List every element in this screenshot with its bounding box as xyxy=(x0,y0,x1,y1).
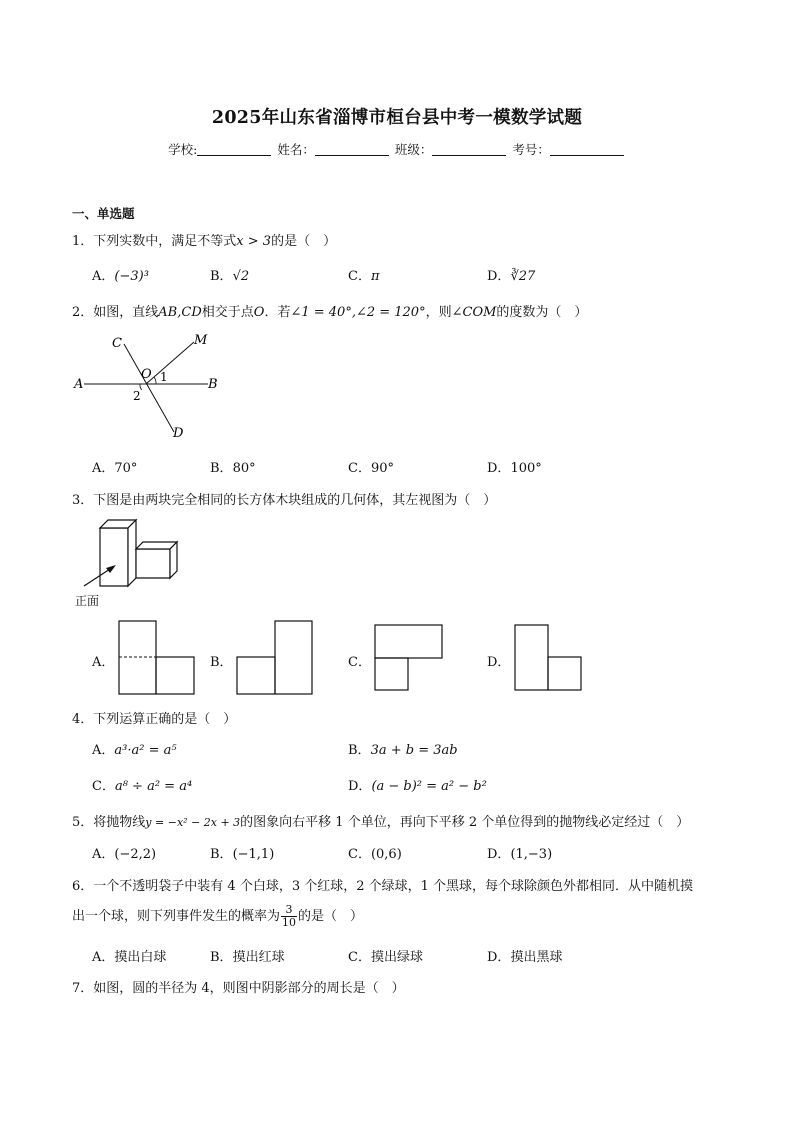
question-6-stem-line-1 xyxy=(72,875,693,894)
question-1-option-a[interactable] xyxy=(92,265,149,284)
math-expression: y = −x² − 2x + 3 xyxy=(145,816,241,829)
option-text: π xyxy=(370,269,380,284)
option-label: A． xyxy=(92,655,115,670)
option-label: B． xyxy=(348,743,371,758)
option-label: D． xyxy=(487,655,511,670)
option-text: 摸出绿球 xyxy=(370,950,423,965)
option-text: 90° xyxy=(370,461,394,476)
option-label: A． xyxy=(92,743,115,758)
label-o: O xyxy=(141,367,152,382)
option-label: C． xyxy=(348,847,371,862)
question-number: 7． xyxy=(72,981,94,996)
question-3-option-a[interactable] xyxy=(92,651,114,670)
question-2-option-b[interactable] xyxy=(210,457,256,476)
label-b: B xyxy=(208,377,218,392)
fraction-denominator: 10 xyxy=(282,916,297,929)
question-6-option-d[interactable] xyxy=(487,946,562,965)
option-text: (−2,2) xyxy=(114,847,157,862)
label-angle-1: 1 xyxy=(160,370,168,384)
top-rect xyxy=(375,625,442,658)
question-1-option-d[interactable] xyxy=(487,265,535,284)
question-4-stem xyxy=(72,708,236,727)
front-view-caption: 正面 xyxy=(75,594,100,608)
option-text: (−1,1) xyxy=(232,847,275,862)
option-label: D． xyxy=(487,269,511,284)
question-3-stem xyxy=(72,489,496,508)
question-number: 6． xyxy=(72,879,94,894)
stem-text: 将抛物线 xyxy=(93,815,146,830)
question-number: 3． xyxy=(72,493,94,508)
label-d: D xyxy=(173,426,184,441)
math-expression: ∠COM xyxy=(451,305,497,320)
tall-rect xyxy=(515,625,548,690)
question-2-option-d[interactable] xyxy=(487,457,542,476)
tall-block-front xyxy=(100,528,128,586)
question-5-option-c[interactable] xyxy=(348,843,402,862)
option-label: C． xyxy=(348,461,371,476)
question-4-option-c[interactable] xyxy=(92,775,192,794)
question-6-option-b[interactable] xyxy=(210,946,285,965)
label-a: A xyxy=(74,377,84,392)
math-expression: AB,CD xyxy=(158,305,202,320)
short-block-side xyxy=(170,542,177,578)
option-label: B． xyxy=(210,461,233,476)
stem-text: 如图，圆的半径为 4，则图中阴影部分的周长是（ ） xyxy=(93,981,405,996)
option-label: B． xyxy=(210,847,233,862)
stem-text: 一个不透明袋子中装有 4 个白球，3 个红球，2 个绿球，1 个黑球，每个球除颜色外都相同．从中随机摸 xyxy=(93,879,694,894)
question-3-option-d[interactable] xyxy=(487,651,510,670)
math-expression: ∠1 = 40°,∠2 = 120° xyxy=(290,305,426,320)
option-text: 摸出红球 xyxy=(232,950,285,965)
student-info-line xyxy=(0,140,794,158)
short-rect xyxy=(237,657,275,694)
option-label: D． xyxy=(487,950,511,965)
short-rect xyxy=(548,657,581,690)
name-blank[interactable] xyxy=(315,143,389,156)
option-text: √2 xyxy=(232,269,250,284)
label-c: C xyxy=(112,336,122,351)
option-text: (0,6) xyxy=(370,847,402,862)
fraction-numerator: 3 xyxy=(281,904,297,917)
class-label: 班级： xyxy=(394,142,433,157)
option-c-view[interactable] xyxy=(374,624,446,692)
question-2-stem xyxy=(72,301,587,320)
stem-text: 的是（ ） xyxy=(271,234,337,249)
question-2-option-a[interactable] xyxy=(92,457,137,476)
question-4-option-d[interactable] xyxy=(348,775,487,794)
option-text: (−3)³ xyxy=(114,269,149,284)
option-label: D． xyxy=(487,461,511,476)
stem-text: ，则 xyxy=(425,305,452,320)
option-text: 70° xyxy=(114,461,138,476)
label-m: M xyxy=(194,333,208,348)
option-label: A． xyxy=(92,950,115,965)
option-text: a⁸ ÷ a² = a⁴ xyxy=(114,779,193,794)
ray-om xyxy=(146,342,194,384)
page-title: 2025年山东省淄博市桓台县中考一模数学试题 xyxy=(211,108,583,128)
option-text: (1,−3) xyxy=(510,847,553,862)
stem-text: 下图是由两块完全相同的长方体木块组成的几何体，其左视图为（ ） xyxy=(93,493,497,508)
option-text: 摸出黑球 xyxy=(510,950,563,965)
option-label: A． xyxy=(92,269,115,284)
question-1-option-b[interactable] xyxy=(210,265,249,284)
option-label: D． xyxy=(487,847,511,862)
fraction xyxy=(281,904,297,929)
option-a-view[interactable] xyxy=(118,620,198,696)
question-3-option-c[interactable] xyxy=(348,651,371,670)
tall-rect xyxy=(275,621,312,694)
exam-number-blank[interactable] xyxy=(550,143,624,156)
question-7-stem xyxy=(72,977,405,996)
stem-text: 如图，直线 xyxy=(93,305,159,320)
stem-text: 的图象向右平移 1 个单位，再向下平移 2 个单位得到的抛物线必定经过（ ） xyxy=(240,815,690,830)
short-block-front xyxy=(136,549,170,578)
question-6-option-a[interactable] xyxy=(92,946,166,965)
option-label: B． xyxy=(210,655,233,670)
school-label: 学校: xyxy=(168,142,198,157)
exam-number-label: 考号： xyxy=(512,142,550,157)
option-text: 100° xyxy=(510,461,542,476)
class-blank[interactable] xyxy=(432,143,506,156)
option-text: ∛27 xyxy=(510,269,536,284)
question-6-stem-line-2 xyxy=(72,904,363,929)
option-label: C． xyxy=(348,269,371,284)
bottom-rect xyxy=(375,658,408,690)
option-label: A． xyxy=(92,847,115,862)
question-number: 2． xyxy=(72,305,94,320)
question-3-option-b[interactable] xyxy=(210,651,233,670)
question-number: 5． xyxy=(72,815,94,830)
question-number: 1． xyxy=(72,234,94,249)
school-blank[interactable] xyxy=(197,143,271,156)
option-d-view[interactable] xyxy=(514,624,586,692)
tall-block-side xyxy=(128,520,136,586)
option-label: B． xyxy=(210,950,233,965)
question-5-option-b[interactable] xyxy=(210,843,274,862)
question-2-figure xyxy=(70,330,230,445)
option-label: D． xyxy=(348,779,372,794)
question-number: 4． xyxy=(72,712,94,727)
question-5-option-a[interactable] xyxy=(92,843,156,862)
option-label: C． xyxy=(348,950,371,965)
question-1-option-c[interactable] xyxy=(348,265,380,284)
question-5-stem xyxy=(72,811,689,830)
question-6-option-c[interactable] xyxy=(348,946,423,965)
stem-text: 的是（ ） xyxy=(298,909,364,924)
option-label: A． xyxy=(92,461,115,476)
stem-text: 的度数为（ ） xyxy=(496,305,588,320)
question-2-option-c[interactable] xyxy=(348,457,394,476)
section-title: 一、单选题 xyxy=(72,206,135,221)
option-b-view[interactable] xyxy=(236,620,316,696)
option-label: B． xyxy=(210,269,233,284)
option-text: (a − b)² = a² − b² xyxy=(371,779,487,794)
question-3-solid-figure xyxy=(72,516,192,590)
option-text: 3a + b = 3ab xyxy=(370,743,458,758)
question-4-option-a[interactable] xyxy=(92,739,177,758)
math-expression: x > 3 xyxy=(236,234,272,249)
option-text: 80° xyxy=(232,461,256,476)
question-4-option-b[interactable] xyxy=(348,739,458,758)
stem-text: ．若 xyxy=(264,305,291,320)
stem-text: 下列实数中，满足不等式 xyxy=(93,234,237,249)
line-cd xyxy=(124,344,174,432)
math-expression: O xyxy=(253,305,265,320)
question-5-option-d[interactable] xyxy=(487,843,552,862)
label-angle-2: 2 xyxy=(133,389,141,403)
short-rect xyxy=(156,657,194,694)
stem-text: 出一个球，则下列事件发生的概率为 xyxy=(72,909,281,924)
question-1-stem xyxy=(72,230,336,249)
option-text: a³·a² = a⁵ xyxy=(114,743,177,758)
option-text: 摸出白球 xyxy=(114,950,167,965)
option-label: C． xyxy=(348,655,371,670)
option-label: C． xyxy=(92,779,115,794)
stem-text: 相交于点 xyxy=(201,305,254,320)
name-label: 姓名： xyxy=(277,142,315,157)
stem-text: 下列运算正确的是（ ） xyxy=(93,712,237,727)
angle-1-arc xyxy=(154,377,156,384)
